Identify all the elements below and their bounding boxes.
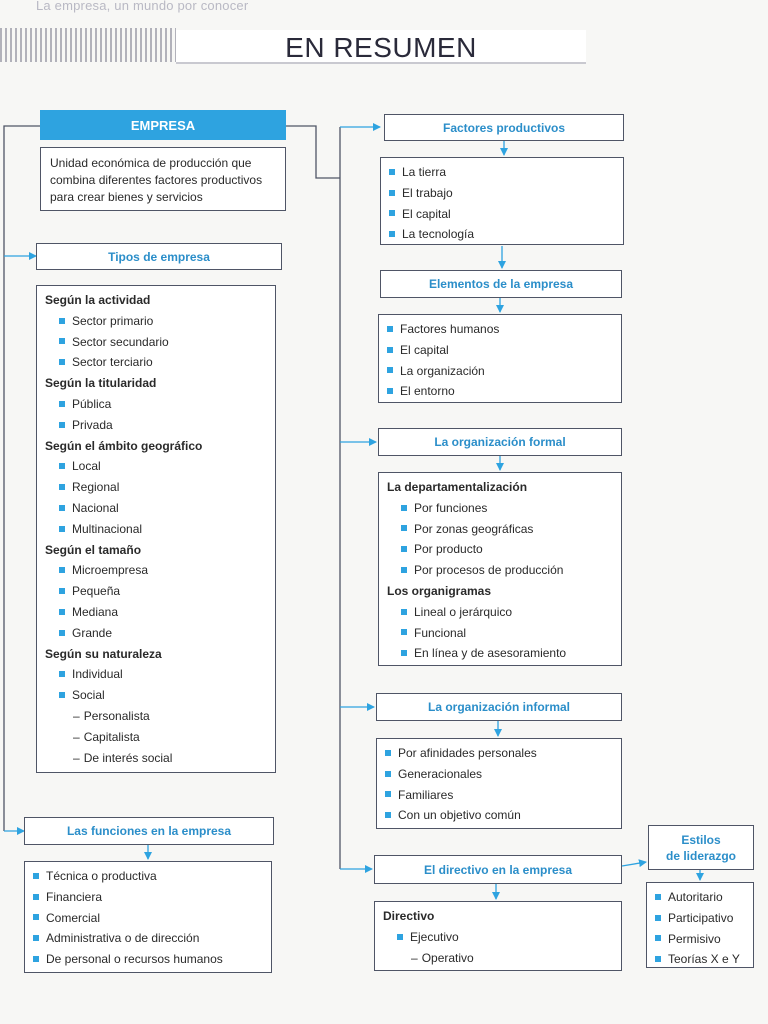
list-item: Sector terciario (45, 352, 267, 373)
empresa-definition: Unidad económica de producción que combina diferentes factores productivos para crear bienes y servicios (40, 147, 286, 211)
list-item: Financiera (33, 887, 263, 908)
tipos-group-label: Según la actividad (45, 293, 151, 307)
bullet-icon (59, 359, 65, 365)
tipos-group-label: Según la titularidad (45, 376, 157, 391)
list-item: Factores humanos (387, 319, 613, 340)
org-formal-group-label: Los organigramas (387, 583, 492, 598)
bullet-icon (59, 526, 65, 532)
list-item: De personal o recursos humanos (33, 949, 263, 970)
list-item: Privada (45, 415, 267, 436)
elementos-list (378, 314, 622, 403)
list-item: Pequeña (45, 581, 267, 602)
bullet-icon (389, 210, 395, 216)
bullet-icon (401, 525, 407, 531)
org-informal-title: La organización informal (376, 693, 622, 721)
funciones-list (24, 861, 272, 973)
list-item: Multinacional (45, 519, 267, 540)
list-item: El trabajo (389, 183, 615, 204)
tipos-empresa-list (36, 285, 276, 773)
bullet-icon (59, 671, 65, 677)
bullet-icon (655, 956, 661, 962)
list-item: Por funciones (387, 498, 613, 519)
list-item: Administrativa o de dirección (33, 928, 263, 949)
estilos-list (646, 882, 754, 968)
tipos-group-label: Según su naturaleza (45, 646, 162, 661)
list-item: Por procesos de producción (387, 560, 613, 581)
bullet-icon (387, 347, 393, 353)
list-subitem: – Capitalista (73, 729, 140, 744)
list-item: Sector secundario (45, 332, 267, 353)
bullet-icon (33, 914, 39, 920)
list-item: En línea y de asesoramiento (387, 643, 613, 664)
bullet-icon (59, 318, 65, 324)
list-item: Participativo (655, 908, 745, 929)
directivo-title: El directivo en la empresa (374, 855, 622, 884)
bullet-icon (33, 894, 39, 900)
bullet-icon (387, 367, 393, 373)
list-item: Con un objetivo común (385, 805, 613, 826)
bullet-icon (401, 650, 407, 656)
list-item: Local (45, 456, 267, 477)
list-item: Lineal o jerárquico (387, 602, 613, 623)
factores-title: Factores productivos (384, 114, 624, 141)
list-item: Técnica o productiva (33, 866, 263, 887)
list-item: Permisivo (655, 929, 745, 950)
bullet-icon (59, 692, 65, 698)
bullet-icon (59, 401, 65, 407)
list-item: Regional (45, 477, 267, 498)
estilos-title-line2: de liderazgo (665, 848, 736, 863)
list-subitem: – Operativo (411, 950, 474, 965)
bullet-icon (59, 463, 65, 469)
bullet-icon (389, 169, 395, 175)
tipos-group-label: Según el ámbito geográfico (45, 438, 203, 453)
running-head: La empresa, un mundo por conocer (36, 0, 249, 13)
org-formal-group-label: La departamentalización (387, 480, 528, 494)
list-item: La tierra (389, 162, 615, 183)
list-item: El capital (389, 204, 615, 225)
bullet-icon (389, 190, 395, 196)
org-informal-list (376, 738, 622, 829)
tipos-empresa-title: Tipos de empresa (36, 243, 282, 270)
bullet-icon (33, 873, 39, 879)
bullet-icon (59, 422, 65, 428)
estilos-title (648, 825, 754, 870)
bullet-icon (401, 505, 407, 511)
list-item: Ejecutivo (383, 927, 613, 948)
directivo-label: Directivo (383, 909, 435, 923)
bullet-icon (59, 609, 65, 615)
bullet-icon (387, 326, 393, 332)
list-item: Microempresa (45, 560, 267, 581)
list-item: Generacionales (385, 764, 613, 785)
list-subitem: – De interés social (73, 750, 173, 765)
bullet-icon (33, 956, 39, 962)
bullet-icon (401, 609, 407, 615)
factores-list (380, 157, 624, 245)
list-item: La tecnología (389, 224, 615, 245)
bullet-icon (59, 338, 65, 344)
page-title: EN RESUMEN (285, 32, 477, 63)
directivo-list (374, 901, 622, 971)
list-item: Comercial (33, 908, 263, 929)
list-item: Individual (45, 664, 267, 685)
list-item: El entorno (387, 381, 613, 402)
list-item: Familiares (385, 785, 613, 806)
list-item: El capital (387, 340, 613, 361)
bullet-icon (389, 231, 395, 237)
bullet-icon (385, 812, 391, 818)
estilos-title-line1: Estilos (681, 832, 721, 847)
list-item: Nacional (45, 498, 267, 519)
list-item: Grande (45, 623, 267, 644)
list-item: Social (45, 685, 267, 706)
list-item: Funcional (387, 623, 613, 644)
list-item: Por zonas geográficas (387, 519, 613, 540)
list-item: La organización (387, 361, 613, 382)
list-item: Por afinidades personales (385, 743, 613, 764)
bullet-icon (401, 629, 407, 635)
bullet-icon (59, 505, 65, 511)
list-item: Pública (45, 394, 267, 415)
list-item: Sector primario (45, 311, 267, 332)
bullet-icon (397, 934, 403, 940)
list-item: Teorías X e Y (655, 949, 745, 970)
bullet-icon (387, 388, 393, 394)
list-item: Por producto (387, 539, 613, 560)
bullet-icon (59, 588, 65, 594)
bullet-icon (385, 750, 391, 756)
bullet-icon (385, 771, 391, 777)
bullet-icon (401, 567, 407, 573)
bullet-icon (33, 935, 39, 941)
elementos-title: Elementos de la empresa (380, 270, 622, 298)
bullet-icon (655, 915, 661, 921)
org-formal-title: La organización formal (378, 428, 622, 456)
funciones-title: Las funciones en la empresa (24, 817, 274, 845)
list-item: Mediana (45, 602, 267, 623)
empresa-title: EMPRESA (40, 110, 286, 140)
bullet-icon (59, 567, 65, 573)
tipos-group-label: Según el tamaño (45, 542, 142, 557)
bullet-icon (655, 935, 661, 941)
list-subitem: – Personalista (73, 708, 150, 723)
bullet-icon (59, 630, 65, 636)
bullet-icon (385, 791, 391, 797)
org-formal-list (378, 472, 622, 666)
bullet-icon (655, 894, 661, 900)
bullet-icon (59, 484, 65, 490)
list-item: Autoritario (655, 887, 745, 908)
bullet-icon (401, 546, 407, 552)
